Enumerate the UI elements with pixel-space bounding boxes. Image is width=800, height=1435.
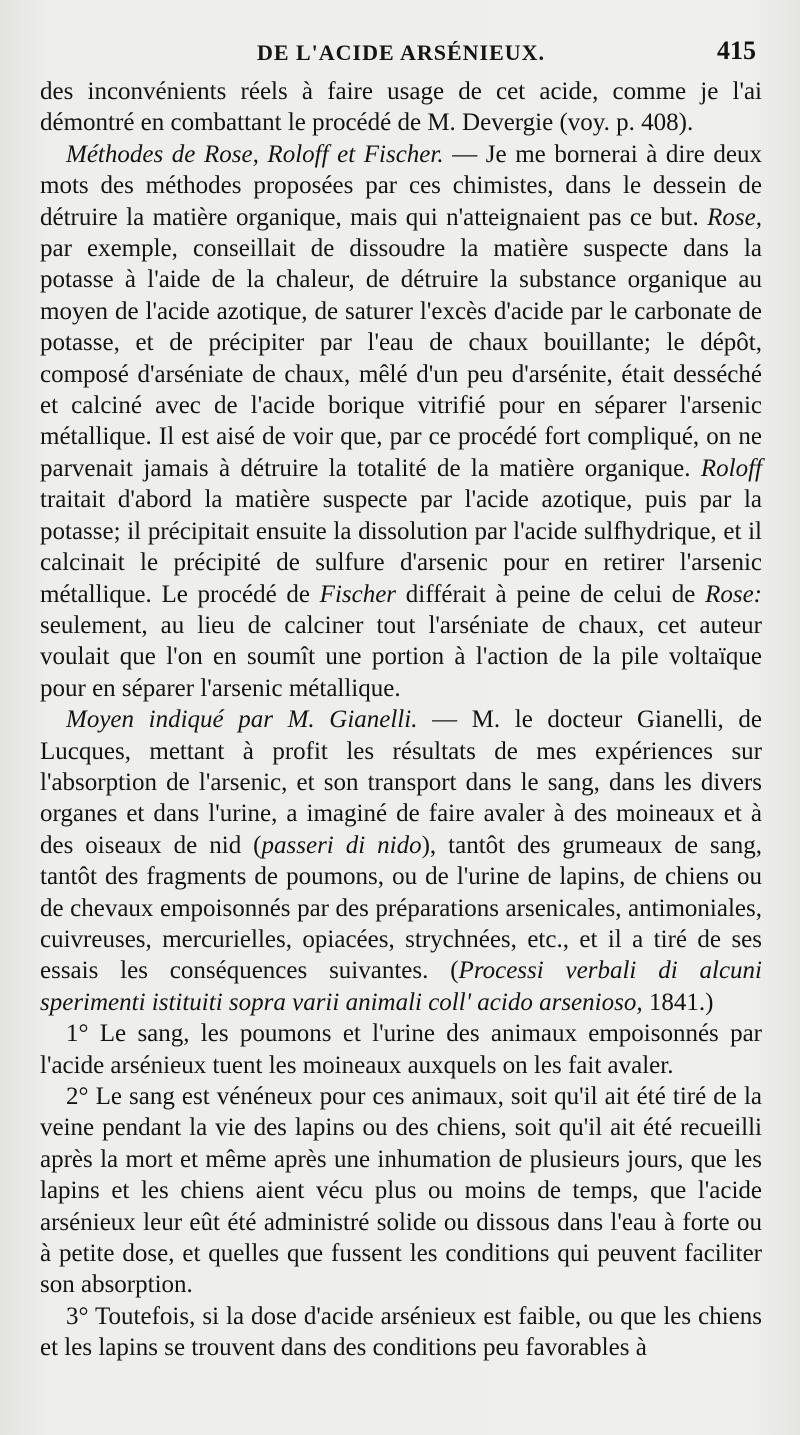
author-name-rose: Rose: (705, 580, 762, 608)
text-span: par exemple, conseillait de dissoudre la matière suspecte dans la potasse à l'aide de la chaleur, de détruire la substance organique au moyen de l'acide azotique, de saturer l'excès d'acide par le carbonate de potasse, et de précipiter par l'eau de chaux bouillante; le dépôt, composé d'arséniate de chaux, mêlé d'un peu d'arsénite, était desséché et calciné avec de l'acide borique vitrifié pour en séparer l'arsenic métallique. Il est aisé de voir que, par ce procédé fort compliqué, on ne parvenait jamais à détruire la totalité de la matière organique. (40, 235, 762, 482)
running-title: DE L'ACIDE ARSÉNIEUX. (256, 40, 546, 65)
numbered-point-1: 1° Le sang, les poumons et l'urine des animaux empoisonnés par l'acide arsénieux tuent les moineaux auxquels on les fait avaler. (40, 1020, 762, 1079)
paragraph-gianelli (40, 704, 762, 1018)
numbered-point-3: 3° Toutefois, si la dose d'acide arsénieux est faible, ou que les chiens et les lapins se trouvent dans des conditions peu favorables à (40, 1302, 762, 1362)
section-heading-gianelli: Moyen indiqué par M. Gianelli. (66, 706, 418, 734)
paragraph-rose-roloff-fischer (40, 139, 762, 704)
body-text (40, 76, 762, 1364)
numbered-point-2: 2° Le sang est vénéneux pour ces animaux, soit qu'il ait été tiré de la veine pendant la vie des lapins ou des chiens, soit qu'il ait été recueilli après la mort et même après une inhumation de plusieurs jours, que les lapins et les chiens aient vécu plus ou moins de temps, que l'acide arsénieux leur eût été administré solide ou dissous dans l'eau à forte ou à petite dose, et quelles que fussent les conditions qui peuvent faciliter son absorption. (40, 1083, 762, 1299)
text-span: — M. le docteur Gianelli, de Lucques, mettant à profit les résultats de mes expériences sur l'absorption de l'arsenic, et son transport dans le sang, dans les divers organes et dans l'urine, a imaginé de faire avaler à des moineaux et à des oiseaux de nid ( (40, 706, 762, 859)
author-name-rose: Rose, (707, 203, 762, 231)
page-header (40, 0, 762, 76)
section-heading-rose-roloff-fischer: Méthodes de Rose, Roloff et Fischer. (66, 140, 444, 168)
page-number: 415 (717, 36, 756, 65)
author-name-roloff: Roloff (700, 454, 762, 482)
text-span: ), tantôt des grumeaux de sang, tantôt des fragments de poumons, ou de l'urine de lapins, de chiens ou de chevaux empoisonnés par des préparations arsenicales, antimoniales, cuivreuses, mercurielles, opiacées, strychnées, etc., et il a tiré de ses essais les conséquences suivantes. ( (40, 831, 763, 985)
text-span: — Je me bornerai à dire deux mots des méthodes proposées par ces chimistes, dans le dessein de détruire la matière organique, mais qui n'atteignaient pas ce but. (40, 140, 762, 231)
text-span: traitait d'abord la matière suspecte par l'acide azotique, puis par la potasse; il précipitait ensuite la dissolution par l'acide sulfhydrique, et il calcinait le précipité de sulfure d'arsenic pour en retirer l'arsenic métallique. Le procédé de (40, 486, 762, 608)
bibliographic-reference: Processi verbali di alcuni sperimenti istituiti sopra varii animali coll' acido arsenioso, (40, 957, 762, 1016)
author-name-fischer: Fischer (319, 580, 397, 608)
text-span: 1841.) (642, 988, 714, 1016)
italian-term: passeri di nido (261, 831, 422, 859)
text-span: seulement, au lieu de calciner tout l'arséniate de chaux, cet auteur voulait que l'on en soumît une portion à l'action de la pile voltaïque pour en séparer l'arsenic métallique. (40, 611, 762, 702)
paragraph-continuation: des inconvénients réels à faire usage de cet acide, comme je l'ai démontré en combattant le procédé de M. Devergie (voy. p. 408). (40, 78, 762, 137)
text-span: différait à peine de celui de (396, 580, 706, 608)
